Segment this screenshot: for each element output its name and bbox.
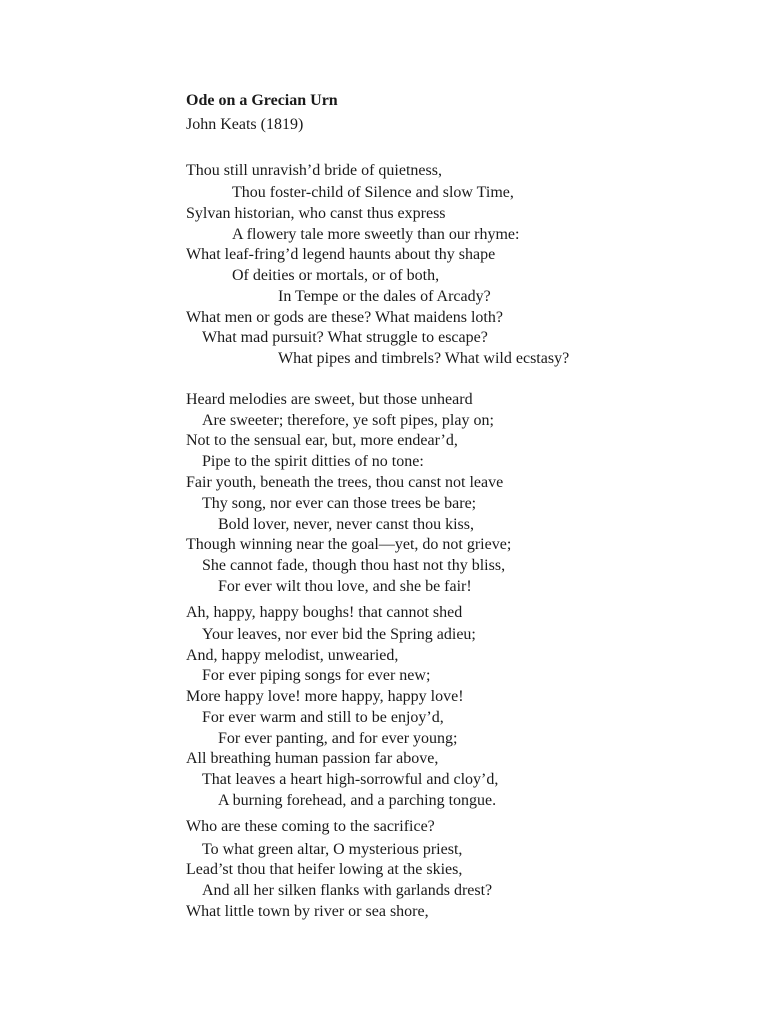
poem-line: She cannot fade, though thou hast not thy bliss, (202, 557, 506, 574)
poem-author: John Keats (1819) (186, 116, 304, 133)
poem-line: Thy song, nor ever can those trees be bare; (202, 495, 477, 512)
poem-line: More happy love! more happy, happy love! (186, 688, 464, 705)
poem-line: Your leaves, nor ever bid the Spring adieu; (202, 626, 476, 643)
poem-line: What pipes and timbrels? What wild ecstasy? (278, 350, 570, 367)
poem-line: For ever warm and still to be enjoy’d, (202, 709, 444, 726)
poem-line: And all her silken flanks with garlands drest? (202, 882, 493, 899)
poem-line: What leaf-fring’d legend haunts about thy shape (186, 246, 496, 263)
poem-line: What little town by river or sea shore, (186, 903, 429, 920)
poem-line: In Tempe or the dales of Arcady? (278, 288, 491, 305)
poem-line: All breathing human passion far above, (186, 750, 439, 767)
poem-line: Though winning near the goal—yet, do not grieve; (186, 536, 512, 553)
poem-line: A flowery tale more sweetly than our rhyme: (232, 226, 520, 243)
poem-line: For ever wilt thou love, and she be fair! (218, 578, 472, 595)
poem-line: For ever panting, and for ever young; (218, 730, 458, 747)
poem-line: What men or gods are these? What maidens loth? (186, 309, 503, 326)
poem-line: Ah, happy, happy boughs! that cannot shed (186, 604, 463, 621)
poem-line: Sylvan historian, who canst thus express (186, 205, 446, 222)
poem-line: Are sweeter; therefore, ye soft pipes, play on; (202, 412, 494, 429)
poem-line: Bold lover, never, never canst thou kiss, (218, 516, 474, 533)
poem-line: To what green altar, O mysterious priest, (202, 841, 463, 858)
poem-line: Of deities or mortals, or of both, (232, 267, 440, 284)
poem-line: Heard melodies are sweet, but those unheard (186, 391, 473, 408)
poem-line: What mad pursuit? What struggle to escape? (202, 329, 488, 346)
poem-line: Thou foster-child of Silence and slow Time, (232, 184, 514, 201)
poem-line: Not to the sensual ear, but, more endear’d, (186, 432, 458, 449)
poem-title: Ode on a Grecian Urn (186, 92, 338, 109)
poem-line: Thou still unravish’d bride of quietness, (186, 162, 442, 179)
poem-line: Lead’st thou that heifer lowing at the skies, (186, 861, 463, 878)
poem-line: That leaves a heart high-sorrowful and cloy’d, (202, 771, 499, 788)
poem-line: Who are these coming to the sacrifice? (186, 818, 435, 835)
poem-line: Pipe to the spirit ditties of no tone: (202, 453, 424, 470)
poem-line: And, happy melodist, unwearied, (186, 647, 399, 664)
poem-line: Fair youth, beneath the trees, thou canst not leave (186, 474, 504, 491)
poem-line: For ever piping songs for ever new; (202, 667, 431, 684)
poem-line: A burning forehead, and a parching tongue. (218, 792, 497, 809)
